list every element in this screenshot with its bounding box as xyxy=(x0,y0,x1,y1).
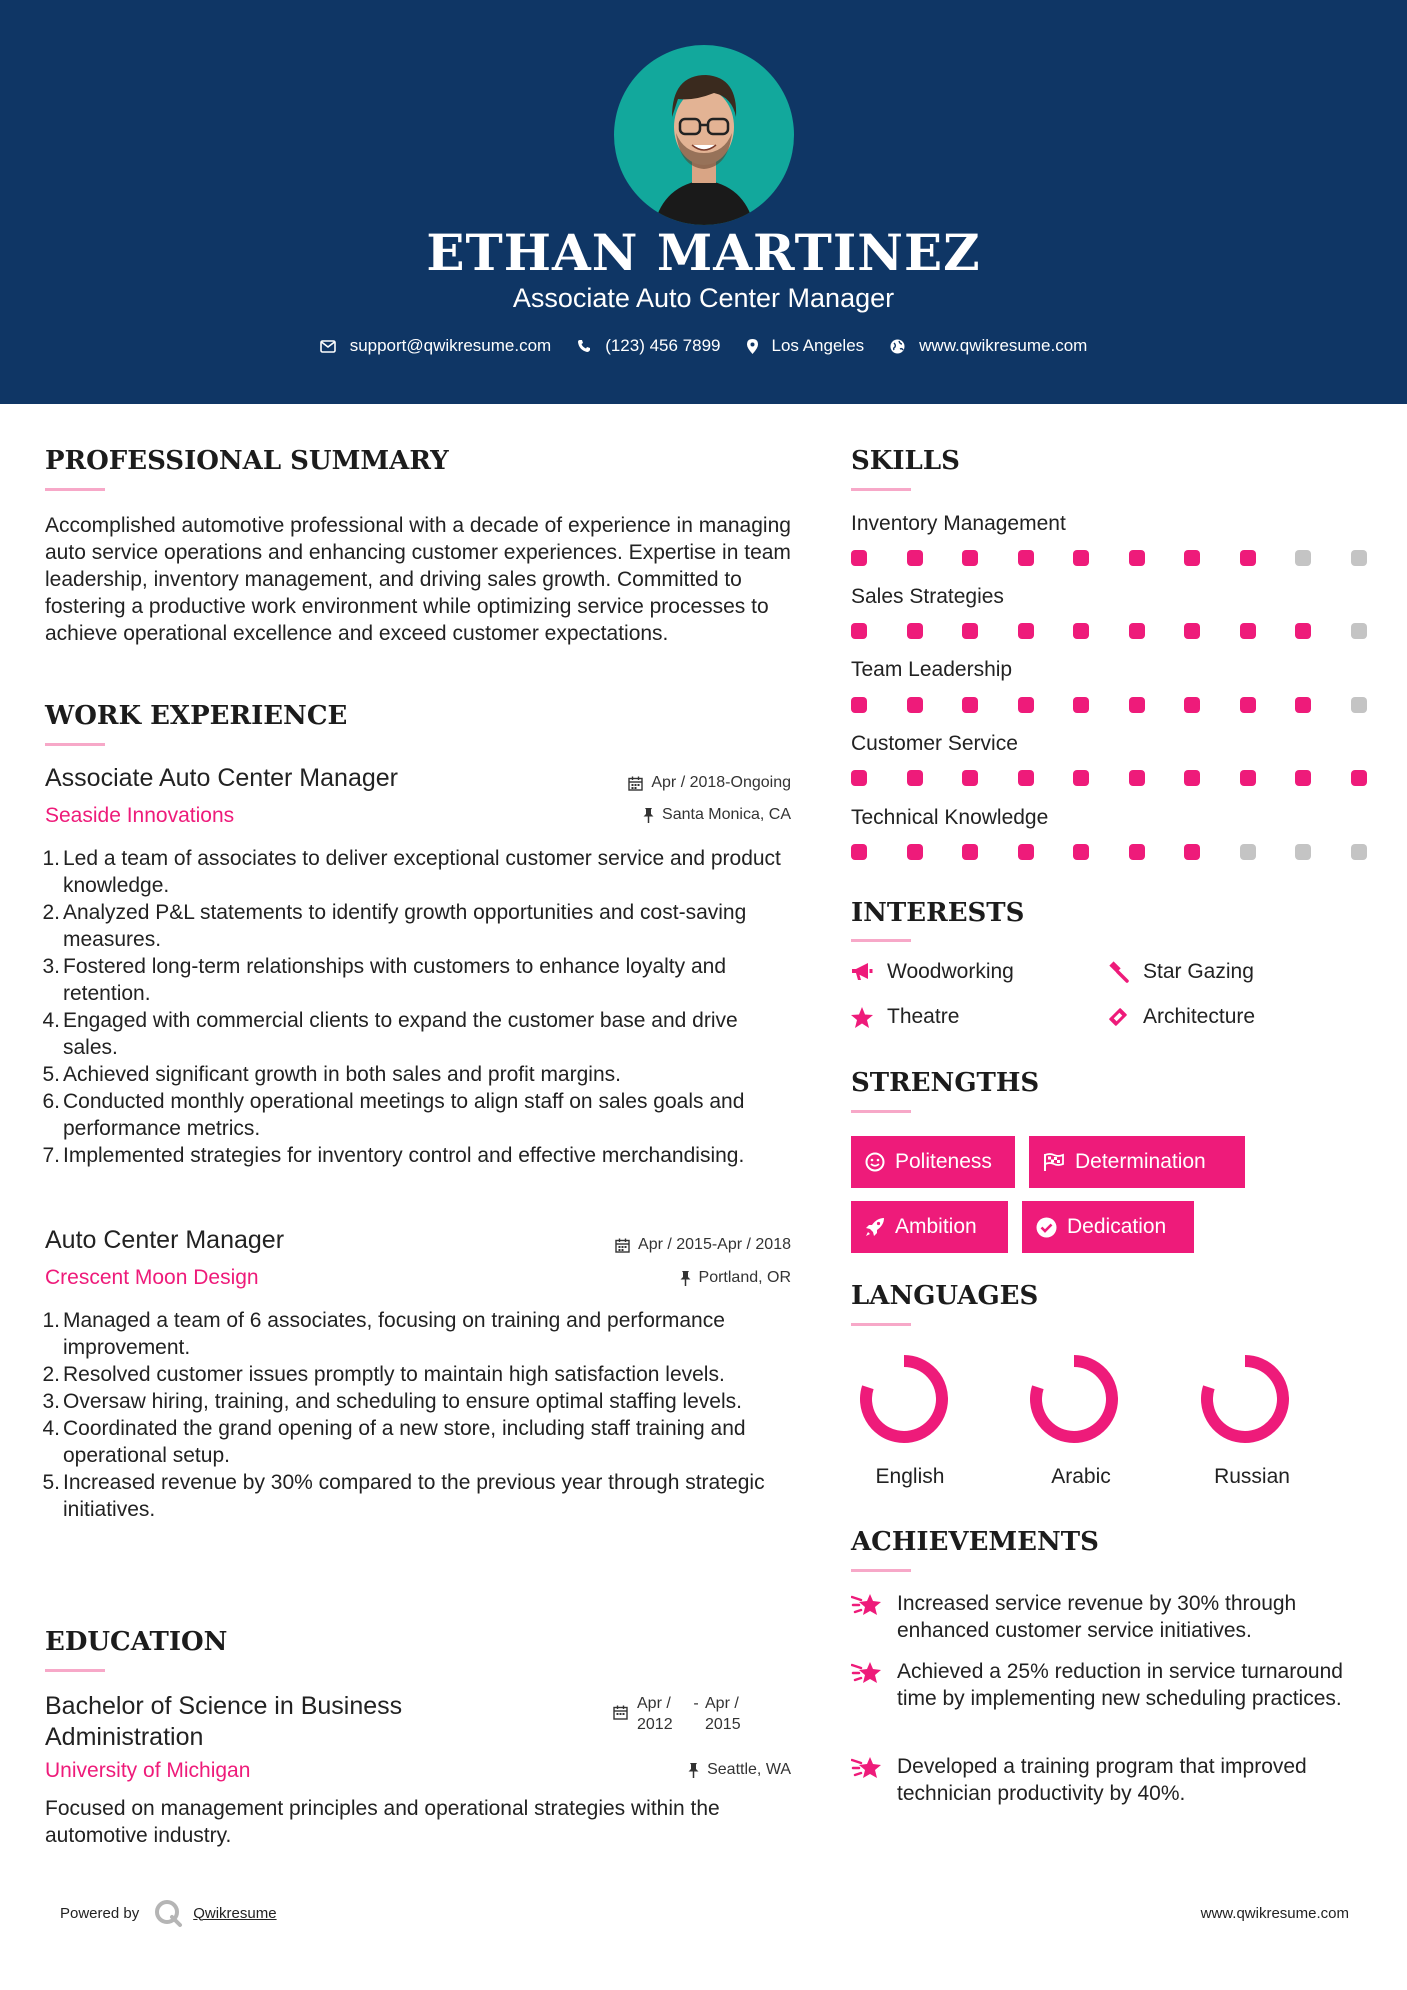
list-item: 5. Increased revenue by 30% compared to the previous year through strategic initiatives. xyxy=(42,1471,765,1521)
shooting-star-icon xyxy=(851,1755,883,1781)
list-item: 5. Achieved significant growth in both sales and profit margins. xyxy=(42,1063,621,1086)
rating-dot-filled xyxy=(851,770,867,786)
job-title: Associate Auto Center Manager xyxy=(45,764,398,792)
globe-icon xyxy=(890,339,905,354)
strengths-heading-rule xyxy=(851,1110,911,1113)
rating-dot-filled xyxy=(1018,697,1034,713)
contact-email[interactable] xyxy=(320,336,552,356)
strengths-heading: STRENGTHS xyxy=(851,1068,1040,1098)
location-text: Los Angeles xyxy=(771,336,865,355)
rating-dot-filled xyxy=(907,623,923,639)
rating-dot-filled xyxy=(1018,550,1034,566)
job-dates xyxy=(628,774,791,792)
strength-label: Dedication xyxy=(1067,1215,1167,1238)
interest-label: Star Gazing xyxy=(1143,960,1254,983)
pushpin-icon xyxy=(688,1763,699,1778)
experience-heading: WORK EXPERIENCE xyxy=(45,701,348,731)
rating-dot-filled xyxy=(1073,623,1089,639)
gavel-icon xyxy=(1107,961,1129,983)
skill-rating xyxy=(851,844,1371,862)
job-location xyxy=(680,1269,791,1287)
shooting-star-icon xyxy=(851,1592,883,1618)
rating-dot-filled xyxy=(1184,550,1200,566)
skill-rating xyxy=(851,697,1371,715)
rating-dot-filled xyxy=(1073,844,1089,860)
skill-name: Team Leadership xyxy=(851,658,1013,681)
rating-dot-empty xyxy=(1351,623,1367,639)
candidate-name: ETHAN MARTINEZ xyxy=(426,223,981,282)
rating-dot-filled xyxy=(907,844,923,860)
powered-by-label: Powered by xyxy=(60,1904,140,1922)
education-end: Apr / 2015 xyxy=(705,1695,741,1733)
rating-dot-filled xyxy=(1129,697,1145,713)
rating-dot-empty xyxy=(1351,550,1367,566)
interests-heading: INTERESTS xyxy=(851,898,1025,928)
rating-dot-empty xyxy=(1295,550,1311,566)
rating-dot-filled xyxy=(1240,623,1256,639)
rating-dot-filled xyxy=(1073,697,1089,713)
achievement-item xyxy=(851,1590,1371,1644)
rating-dot-empty xyxy=(1351,697,1367,713)
job-duties-list xyxy=(42,1307,797,1523)
rating-dot-filled xyxy=(962,844,978,860)
degree-title: Bachelor of Science in Business Administration xyxy=(45,1692,403,1751)
rating-dot-filled xyxy=(1240,550,1256,566)
skill-name: Customer Service xyxy=(851,732,1018,755)
job-dates-text: Apr / 2015-Apr / 2018 xyxy=(638,1236,791,1253)
summary-heading: PROFESSIONAL SUMMARY xyxy=(45,446,449,476)
list-item: 6. Conducted monthly operational meetings to align staff on sales goals and performance metrics. xyxy=(42,1090,745,1140)
rating-dot-filled xyxy=(1073,770,1089,786)
job-title: Auto Center Manager xyxy=(45,1226,285,1254)
contact-website[interactable] xyxy=(890,336,1087,356)
languages-heading-rule xyxy=(851,1323,911,1326)
skill-rating xyxy=(851,770,1371,788)
education-dates xyxy=(613,1693,755,1735)
shooting-star-icon xyxy=(851,1660,883,1686)
achievement-item xyxy=(851,1658,1371,1712)
qwikresume-logo-icon xyxy=(153,1898,183,1928)
rating-dot-filled xyxy=(1018,623,1034,639)
summary-text: Accomplished automotive professional with a decade of experience in managing auto service operations and enhancing customer experiences. Expertise in team leadership, inventory management, and driving sales growth. Committed to fostering a productive work environment while optimizing service processes to achieve operational excellence and exceed customer expectations. xyxy=(45,514,791,645)
language-name: Russian xyxy=(1214,1465,1290,1488)
interest-item xyxy=(851,960,1014,984)
strength-badge xyxy=(851,1201,1008,1253)
achievement-item xyxy=(851,1753,1371,1807)
rating-dot-filled xyxy=(907,550,923,566)
rating-dot-filled xyxy=(1129,844,1145,860)
skills-heading: SKILLS xyxy=(851,446,960,476)
list-item: 1. Led a team of associates to deliver exceptional customer service and product knowledge. xyxy=(42,847,781,897)
job-company: Crescent Moon Design xyxy=(45,1266,259,1289)
calendar-icon xyxy=(628,776,643,791)
language-gauge xyxy=(1198,1352,1292,1446)
experience-heading-rule xyxy=(45,743,105,746)
rating-dot-filled xyxy=(1351,770,1367,786)
calendar-icon xyxy=(615,1238,630,1253)
qwikresume-link[interactable]: Qwikresume xyxy=(193,1904,277,1922)
education-location xyxy=(688,1761,791,1779)
rating-dot-filled xyxy=(1129,623,1145,639)
list-item: 3. Fostered long-term relationships with customers to enhance loyalty and retention. xyxy=(42,955,726,1005)
job-duties-list xyxy=(42,845,797,1169)
email-text: support@qwikresume.com xyxy=(349,336,552,355)
phone-text: (123) 456 7899 xyxy=(605,336,721,355)
rating-dot-filled xyxy=(1184,623,1200,639)
summary-heading-rule xyxy=(45,488,105,491)
achievement-text: Developed a training program that improved technician productivity by 40%. xyxy=(897,1755,1307,1805)
strength-badge xyxy=(851,1136,1015,1188)
rating-dot-filled xyxy=(1073,550,1089,566)
smile-icon xyxy=(865,1152,885,1172)
interest-label: Architecture xyxy=(1143,1005,1256,1028)
rating-dot-filled xyxy=(1184,770,1200,786)
rating-dot-filled xyxy=(1129,550,1145,566)
list-item: 2. Resolved customer issues promptly to maintain high satisfaction levels. xyxy=(42,1363,725,1386)
envelope-icon xyxy=(320,340,336,353)
education-heading-rule xyxy=(45,1669,105,1672)
strength-label: Ambition xyxy=(895,1215,977,1238)
education-location-text: Seattle, WA xyxy=(707,1761,791,1778)
education-heading: EDUCATION xyxy=(45,1627,228,1657)
skill-name: Technical Knowledge xyxy=(851,806,1049,829)
rocket-icon xyxy=(865,1217,885,1237)
list-item: 1. Managed a team of 6 associates, focusing on training and performance improvement. xyxy=(42,1309,725,1359)
website-text: www.qwikresume.com xyxy=(919,336,1088,355)
megaphone-icon xyxy=(851,962,873,982)
rating-dot-filled xyxy=(962,550,978,566)
rating-dot-filled xyxy=(851,844,867,860)
rating-dot-filled xyxy=(962,697,978,713)
rating-dot-empty xyxy=(1240,844,1256,860)
rating-dot-filled xyxy=(1184,844,1200,860)
job-location xyxy=(643,806,791,824)
strength-badge xyxy=(1022,1201,1194,1253)
skill-rating xyxy=(851,550,1371,568)
check-circle-icon xyxy=(1036,1217,1057,1238)
rating-dot-filled xyxy=(1184,697,1200,713)
strength-badge xyxy=(1029,1136,1245,1188)
rating-dot-filled xyxy=(907,770,923,786)
rating-dot-empty xyxy=(1351,844,1367,860)
education-start: Apr / 2012 xyxy=(637,1695,673,1733)
list-item: 3. Oversaw hiring, training, and scheduling to ensure optimal staffing levels. xyxy=(42,1390,742,1413)
rating-dot-filled xyxy=(851,623,867,639)
strength-label: Politeness xyxy=(895,1150,992,1173)
language-level-arc xyxy=(1036,1361,1112,1437)
candidate-role: Associate Auto Center Manager xyxy=(512,283,895,313)
rating-dot-filled xyxy=(851,697,867,713)
rating-dot-filled xyxy=(907,697,923,713)
ticket-icon xyxy=(1107,1006,1129,1028)
achievements-heading: ACHIEVEMENTS xyxy=(851,1527,1099,1557)
school-name: University of Michigan xyxy=(45,1759,251,1782)
list-item: 4. Engaged with commercial clients to expand the customer base and drive sales. xyxy=(42,1009,738,1059)
rating-dot-filled xyxy=(1129,770,1145,786)
interest-item xyxy=(851,1005,959,1029)
education-description: Focused on management principles and operational strategies within the automotive industry. xyxy=(45,1797,720,1847)
interest-item xyxy=(1107,1005,1255,1029)
footer-website[interactable]: www.qwikresume.com xyxy=(1200,1905,1349,1922)
language-gauge xyxy=(857,1352,951,1446)
date-separator: - xyxy=(693,1695,699,1712)
contact-location xyxy=(747,336,865,356)
job-location-text: Portland, OR xyxy=(698,1269,791,1286)
skill-rating xyxy=(851,623,1371,641)
rating-dot-filled xyxy=(1018,844,1034,860)
rating-dot-filled xyxy=(962,623,978,639)
interest-label: Theatre xyxy=(887,1005,960,1028)
rating-dot-filled xyxy=(851,550,867,566)
interests-heading-rule xyxy=(851,939,911,942)
contact-phone[interactable] xyxy=(577,336,720,356)
pushpin-icon xyxy=(680,1271,691,1286)
list-item: 7. Implemented strategies for inventory control and effective merchandising. xyxy=(42,1144,745,1167)
skills-heading-rule xyxy=(851,488,911,491)
list-item: 4. Coordinated the grand opening of a new store, including staff training and operational setup. xyxy=(42,1417,746,1467)
pushpin-icon xyxy=(643,808,654,823)
resume-header xyxy=(0,0,1407,404)
languages-heading: LANGUAGES xyxy=(851,1281,1039,1311)
map-pin-icon xyxy=(747,339,758,354)
rating-dot-filled xyxy=(1240,770,1256,786)
achievement-text: Achieved a 25% reduction in service turnaround time by implementing new scheduling practices. xyxy=(897,1660,1343,1710)
rating-dot-filled xyxy=(1295,770,1311,786)
language-name: English xyxy=(875,1465,945,1488)
language-name: Arabic xyxy=(1051,1465,1111,1488)
rating-dot-filled xyxy=(1295,697,1311,713)
interest-item xyxy=(1107,960,1254,984)
profile-photo xyxy=(614,45,794,225)
rating-dot-empty xyxy=(1295,844,1311,860)
rating-dot-filled xyxy=(1018,770,1034,786)
skill-name: Inventory Management xyxy=(851,512,1066,535)
contact-bar xyxy=(0,336,1407,356)
language-level-arc xyxy=(1207,1361,1283,1437)
interest-label: Woodworking xyxy=(887,960,1014,983)
rating-dot-filled xyxy=(1295,623,1311,639)
job-dates xyxy=(615,1236,791,1254)
list-item: 2. Analyzed P&L statements to identify growth opportunities and cost-saving measures. xyxy=(42,901,747,951)
job-dates-text: Apr / 2018-Ongoing xyxy=(651,774,791,791)
skill-name: Sales Strategies xyxy=(851,585,1004,608)
footer-powered-by xyxy=(60,1898,277,1928)
achievement-text: Increased service revenue by 30% through enhanced customer service initiatives. xyxy=(897,1592,1297,1642)
language-gauge xyxy=(1027,1352,1121,1446)
rating-dot-filled xyxy=(962,770,978,786)
flag-icon xyxy=(1043,1153,1065,1171)
job-company: Seaside Innovations xyxy=(45,804,235,827)
star-icon xyxy=(851,1007,873,1028)
calendar-icon xyxy=(613,1705,628,1720)
strength-label: Determination xyxy=(1075,1150,1206,1173)
language-level-arc xyxy=(866,1361,942,1437)
rating-dot-filled xyxy=(1240,697,1256,713)
phone-icon xyxy=(577,339,591,353)
achievements-heading-rule xyxy=(851,1569,911,1572)
job-location-text: Santa Monica, CA xyxy=(662,806,791,823)
